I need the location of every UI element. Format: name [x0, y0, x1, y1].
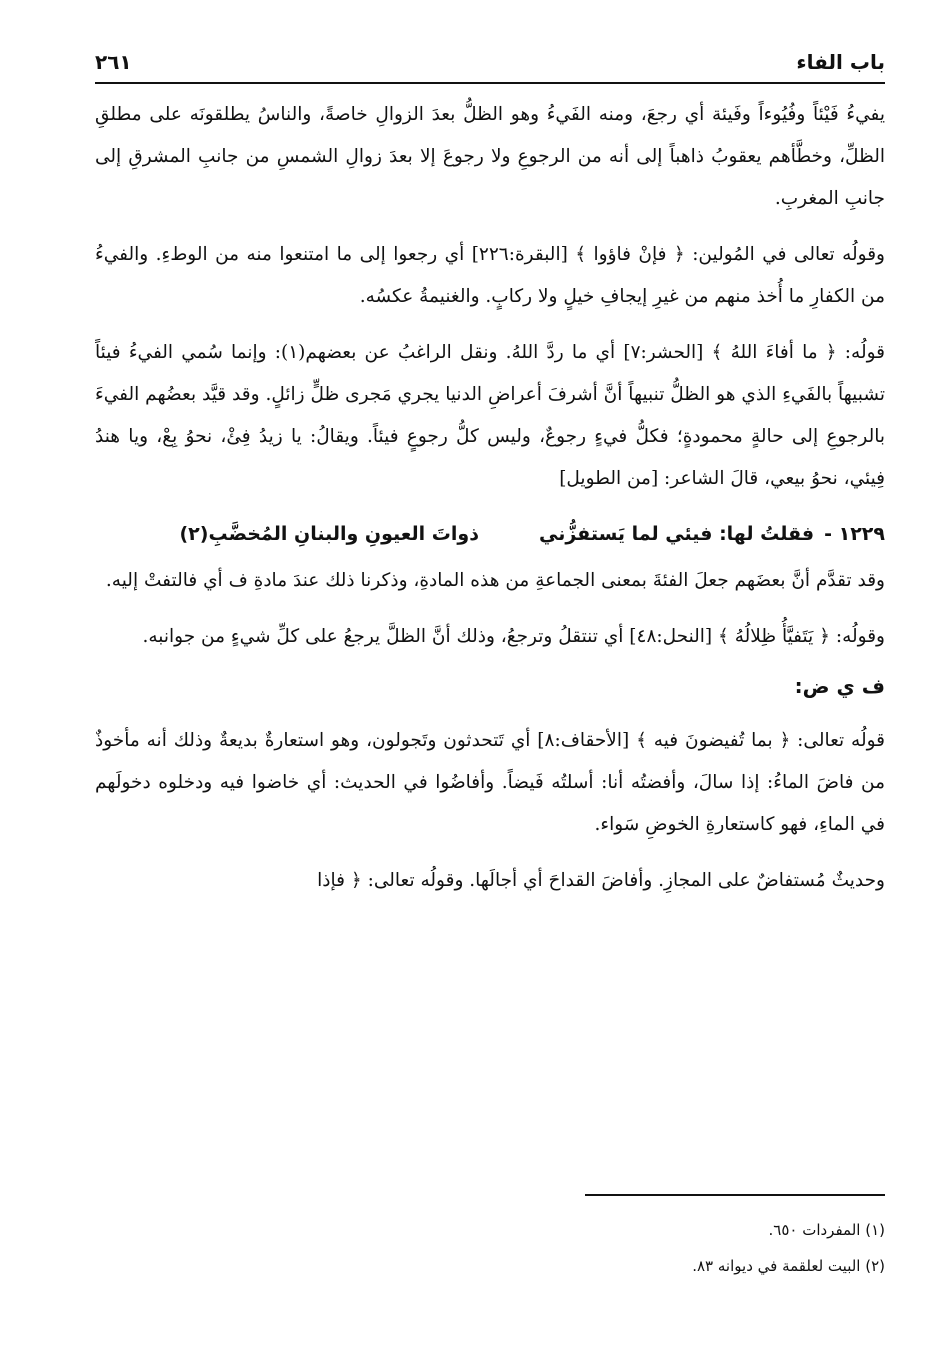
verse-first-hemistich: فقلتُ لها: فيئي لما يَستفزُّني: [538, 523, 815, 545]
page-number: ٢٦١: [95, 50, 132, 74]
poetry-verse: [95, 512, 885, 556]
paragraph-4: وقد تقدَّم أنَّ بعضَهم جعلَ الفئةَ بمعنى الجماعةِ من هذه المادةِ، وذكرنا ذلك عندَ مادةِ ف أي فالتفتْ إليه.: [105, 570, 885, 591]
section-heading: ف ي ض:: [794, 674, 885, 698]
paragraph-6: قولُه تعالى: ﴿ بما تُفيضونَ فيه ﴾ [الأحقاف:٨] أي تَتحدثون وتَجولون، وهو استعارةٌ بديعةٌ وذلك أنه مأخوذٌ من فاضَ الماءُ: إذا سالَ، وأفضتُه أنا: أسلتُه فَيضاً. وأفاضُوا في الحديث: أي خاضوا فيه ودخلوه دخولَهم في الماءِ، فهو كاستعارةِ الخوضِ سَواء.: [95, 730, 886, 835]
page-header: [95, 44, 885, 84]
verse-second-hemistich: ذواتَ العيونِ والبنانِ المُخضَّبِ(٢): [179, 523, 479, 545]
chapter-title: باب الفاء: [796, 50, 885, 74]
paragraph-2: وقولُه تعالى في المُولين: ﴿ فإنْ فاؤوا ﴾ [البقرة:٢٢٦] أي رجعوا إلى ما امتنعوا منه من الوطءِ. والفيءُ من الكفارِ ما أُخذ منهم من غيرِ إيجافِ خيلٍ ولا ركابٍ. والغنيمةُ عكسُه.: [95, 244, 885, 307]
paragraph-1: يفيءُ فَيْئاً وفُيُوءاً وفَيئة أي رجعَ، ومنه الفَيءُ وهو الظلُّ بعدَ الزوالِ خاصةً، والناسُ يطلقونَه على مطلقِ الظلِّ، وخطَّأهم يعقوبُ ذاهباً إلى أنه من الرجوعِ ولا رجوعَ إلا بعدَ زوالِ الشمسِ من جانبِ المشرقِ إلى جانبِ المغربِ.: [95, 104, 885, 209]
book-page: [95, 44, 885, 1344]
paragraph-3: قولُه: ﴿ ما أفاءَ اللهُ ﴾ [الحشر:٧] أي ما ردَّ اللهُ. ونقل الراغبُ عن بعضهم(١): وإنما سُمي الفيءُ فيئاً تشبيهاً بالفَيءِ الذي هو الظلُّ تنبيهاً أنَّ أشرفَ أعراضِ الدنيا يجري مَجرى ظلٍّ زائلٍ. وقد قيَّد بعضُهم الفيءَ بالرجوعِ إلى حالةٍ محمودةٍ؛ فكلُّ فيءٍ رجوعٌ، وليس كلُّ رجوعٍ فيئاً. ويقالُ: يا زيدُ فِئْ، نحوُ بِعْ، ويا هندُ فِيئي، نحوُ بيعي، قالَ الشاعر: [من الطويل]: [95, 342, 885, 489]
verse-number: ١٢٢٩ -: [824, 523, 885, 545]
footnotes: [692, 1212, 885, 1284]
paragraph-5: وقولُه: ﴿ يَتَفيَّأُ ظِلالُهُ ﴾ [النحل:٤٨] أي تنتقلُ وترجعُ، وذلك أنَّ الظلَّ يرجعُ على كلِّ شيءٍ من جوانبه.: [142, 626, 885, 647]
footnote-2: (٢) البيت لعلقمة في ديوانه ٨٣.: [692, 1257, 885, 1275]
footnote-divider: [585, 1194, 885, 1196]
footnote-1: (١) المفردات ٦٥٠.: [768, 1221, 885, 1239]
paragraph-7: وحديثٌ مُستفاضٌ على المجازِ. وأفاضَ القداحَ أي أجالَها. وقولُه تعالى: ﴿ فإذا: [317, 870, 885, 891]
